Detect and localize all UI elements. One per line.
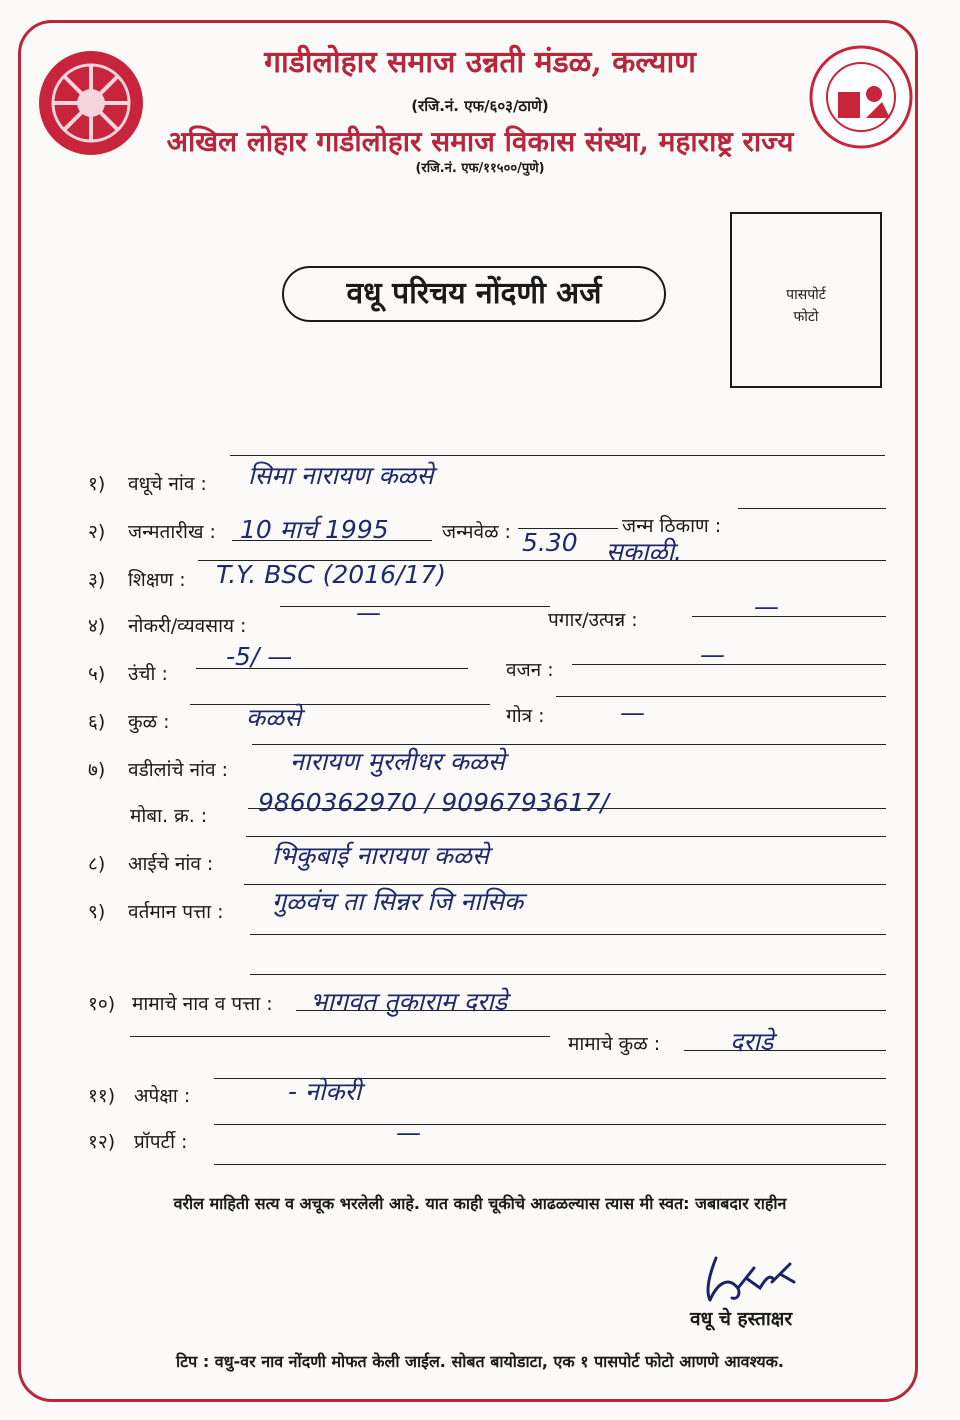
mobile-label: मोबा. क्र. : [130, 805, 208, 827]
birth-time-label: जन्मवेळ : [442, 521, 511, 543]
form-title: वधू परिचय नोंदणी अर्ज [282, 266, 666, 322]
signature-label: वधू चे हस्ताक्षर [690, 1308, 793, 1330]
height-label: उंची : [128, 663, 168, 685]
birth-place-value[interactable]: सकाळी. [606, 537, 682, 566]
uncle-address-line [130, 1036, 550, 1037]
property-label: प्रॉपर्टी : [134, 1131, 188, 1153]
uncle-clan-label: मामाचे कुळ : [568, 1033, 661, 1055]
occupation-label: नोकरी/व्यवसाय : [128, 615, 247, 637]
registration-number-1: (रजि.नं. एफ/६०३/ठाणे) [411, 97, 549, 115]
salary-label: पगार/उत्पन्न : [548, 609, 638, 631]
declaration-text: वरील माहिती सत्य व अचूक भरलेली आहे. यात काही चूकीचे आढळल्यास त्यास मी स्वत: जबाबदार राहीन [173, 1194, 787, 1213]
address-line-2 [250, 934, 886, 935]
field-num-5: ५) [88, 663, 106, 685]
bride-name-line [230, 455, 885, 456]
field-num-10: १०) [88, 993, 116, 1015]
weight-line [572, 664, 886, 665]
registration-number-2: (रजि.नं. एफ/११५००/पुणे) [415, 161, 545, 176]
education-label: शिक्षण : [128, 569, 186, 591]
occupation-line [280, 606, 550, 607]
education-value[interactable]: T.Y. BSC (2016/17) [216, 560, 446, 589]
address-value[interactable]: गुळवंच ता सिन्नर जि नासिक [272, 887, 524, 916]
field-num-2: २) [88, 521, 106, 543]
clan-line [190, 704, 490, 705]
org-name-primary: गाडीलोहार समाज उन्नती मंडळ, कल्याण [264, 45, 696, 80]
birth-time-value[interactable]: 5.30 [522, 528, 578, 557]
father-name-value[interactable]: नारायण मुरलीधर कळसे [290, 747, 505, 776]
field-num-9: ९) [88, 901, 106, 923]
field-num-3: ३) [88, 569, 106, 591]
gotra-value[interactable]: — [620, 698, 645, 727]
photo-box-label-1: पासपोर्ट [786, 287, 826, 303]
address-line-3 [250, 974, 886, 975]
bride-name-value[interactable]: सिमा नारायण कळसे [248, 461, 434, 490]
passport-photo-box[interactable] [730, 212, 882, 388]
uncle-clan-value[interactable]: दराडे [730, 1027, 774, 1056]
occupation-value[interactable]: — [356, 598, 381, 627]
birth-place-line [738, 508, 886, 509]
height-value[interactable]: -5/ — [226, 642, 293, 671]
weight-label: वजन : [506, 659, 554, 681]
photo-box-label-2: फोटो [793, 309, 819, 325]
salary-value[interactable]: — [754, 592, 779, 621]
mother-name-label: आईचे नांव : [128, 853, 214, 875]
expectation-value[interactable]: - नोकरी [288, 1077, 362, 1106]
mother-name-value[interactable]: भिकुबाई नारायण कळसे [272, 841, 489, 870]
birth-date-value[interactable]: 10 मार्च 1995 [240, 515, 389, 544]
field-num-12: १२) [88, 1131, 116, 1153]
field-num-7: ७) [88, 759, 106, 781]
field-num-1: १) [88, 473, 106, 495]
clan-value[interactable]: कळसे [246, 703, 302, 732]
uncle-name-value[interactable]: भागवत तुकाराम दराडे [310, 987, 508, 1016]
property-line [214, 1124, 886, 1125]
org-name-secondary: अखिल लोहार गाडीलोहार समाज विकास संस्था, महाराष्ट्र राज्य [166, 125, 794, 158]
bride-name-label: वधूचे नांव : [128, 473, 207, 495]
bride-signature [694, 1248, 824, 1308]
weight-value[interactable]: — [700, 640, 725, 669]
expectation-label: अपेक्षा : [134, 1085, 191, 1107]
field-num-6: ६) [88, 711, 106, 733]
uncle-clan-line [684, 1050, 886, 1051]
birth-place-label: जन्म ठिकाण : [622, 515, 722, 537]
gotra-line [556, 696, 886, 697]
field-num-8: ८) [88, 853, 106, 875]
address-label: वर्तमान पत्ता : [128, 901, 224, 923]
mobile-value[interactable]: 9860362970 / 9096793617/ [258, 788, 609, 817]
uncle-name-label: मामाचे नाव व पत्ता : [132, 993, 273, 1015]
father-name-label: वडीलांचे नांव : [128, 759, 229, 781]
field-num-11: ११) [88, 1085, 116, 1107]
property-line-2 [214, 1164, 886, 1165]
property-value[interactable]: — [396, 1118, 421, 1147]
salary-line [692, 616, 886, 617]
footer-note: टिप : वधु-वर नाव नोंदणी मोफत केली जाईल. सोबत बायोडाटा, एक १ पासपोर्ट फोटो आणणे आवश्यक. [175, 1352, 785, 1371]
gotra-label: गोत्र : [506, 705, 545, 727]
clan-label: कुळ : [128, 711, 170, 733]
mother-name-line [246, 836, 886, 837]
birth-date-label: जन्मतारीख : [128, 521, 216, 543]
field-num-4: ४) [88, 615, 106, 637]
